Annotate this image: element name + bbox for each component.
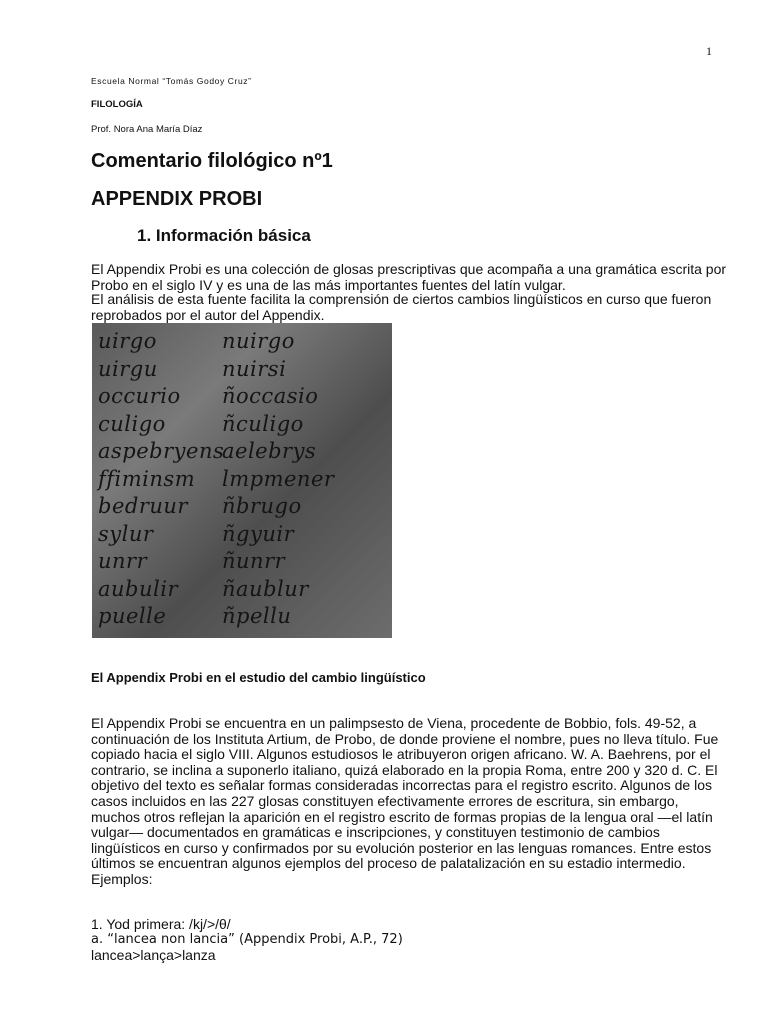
intro-paragraph-1: El Appendix Probi es una colección de glosas prescriptivas que acompaña a una gramática escrita por Probo en el siglo IV y es una de las más importantes fuentes del latín vulgar. — [91, 261, 727, 293]
manuscript-image — [92, 323, 392, 638]
manuscript-word-right: nuirsi — [222, 356, 287, 381]
manuscript-line — [92, 329, 392, 355]
manuscript-line — [92, 412, 392, 438]
manuscript-word-left: aubulir — [98, 576, 178, 601]
body-paragraph: El Appendix Probi se encuentra en un palimpsesto de Viena, procedente de Bobbio, fols. 49-52, a continuación de los Instituta Artium, de Probo, de donde proviene el nombre, pues no lleva título. Fue copiado hacia el siglo VIII. Algunos estudiosos le atribuyeron origen africano. W. A. Baehrens, por el contrario, se inclina a suponerlo italiano, quizá elaborado en la propia Roma, entre 200 y 320 d. C. El objetivo del texto es señalar formas consideradas incorrectas para el registro escrito. Algunos de los casos incluidos en las 227 glosas constituyen efectivamente errores de escritura, sin embargo, muchos otros reflejan la aparición en el registro escrito de formas propias de la lengua oral —el latín vulgar— documentados en gramáticas e inscripciones, y constituyen testimonio de cambios lingüísticos en curso y confirmados por su evolución posterior en las lenguas romances. Entre estos últimos se encuentran algunos ejemplos del proceso de palatalización en su estadio intermedio. Ejemplos: — [91, 715, 719, 887]
professor-name: Prof. Nora Ana María Díaz — [91, 124, 203, 135]
manuscript-word-right: ñunrr — [222, 549, 286, 573]
manuscript-word-left: ffiminsm — [98, 466, 196, 491]
manuscript-word-right: lmpmener — [222, 466, 335, 491]
manuscript-word-right: ñaublur — [222, 576, 309, 601]
page-number: 1 — [706, 44, 712, 58]
manuscript-word-left: uirgu — [98, 356, 158, 381]
example-heading: 1. Yod primera: /kj/>/θ/ — [91, 916, 231, 932]
manuscript-word-right: ñbrugo — [222, 494, 302, 518]
manuscript-word-left: culigo — [98, 411, 166, 436]
manuscript-line — [92, 604, 392, 630]
main-title: Comentario filológico nº1 — [91, 150, 333, 172]
manuscript-line — [92, 439, 392, 465]
manuscript-line — [92, 522, 392, 548]
manuscript-word-left: bedruur — [98, 494, 188, 518]
manuscript-line — [92, 357, 392, 383]
section-heading-linguistic-change: El Appendix Probi en el estudio del cambio lingüístico — [91, 670, 426, 685]
manuscript-word-left: puelle — [98, 604, 167, 628]
manuscript-line — [92, 467, 392, 493]
manuscript-word-right: ñculigo — [222, 411, 304, 436]
subject-name: FILOLOGÍA — [91, 99, 143, 110]
example-evolution: lancea>lança>lanza — [91, 947, 216, 963]
manuscript-line — [92, 549, 392, 575]
manuscript-word-left: uirgo — [98, 329, 157, 353]
section-heading-basic-info: 1. Información básica — [137, 226, 311, 245]
manuscript-word-right: aelebrys — [222, 439, 317, 463]
manuscript-word-right: nuirgo — [222, 329, 295, 353]
example-item-a: a. “lancea non lancia” (Appendix Probi, A.P., 72) — [91, 932, 403, 947]
manuscript-line — [92, 384, 392, 410]
manuscript-line — [92, 494, 392, 520]
manuscript-word-right: ñpellu — [222, 604, 292, 628]
intro-paragraph-2: El análisis de esta fuente facilita la comprensión de ciertos cambios lingüísticos en curso que fueron reprobados por el autor del Appendix. — [91, 291, 712, 323]
manuscript-line — [92, 577, 392, 603]
subtitle: APPENDIX PROBI — [91, 188, 263, 210]
manuscript-word-right: ñoccasio — [222, 384, 319, 408]
school-name: Escuela Normal “Tomás Godoy Cruz” — [91, 76, 252, 86]
manuscript-word-left: aspebryens — [98, 439, 225, 463]
manuscript-word-left: unrr — [98, 549, 148, 573]
manuscript-word-right: ñgyuir — [222, 521, 295, 546]
manuscript-word-left: occurio — [98, 384, 181, 408]
manuscript-word-left: sylur — [98, 521, 154, 546]
